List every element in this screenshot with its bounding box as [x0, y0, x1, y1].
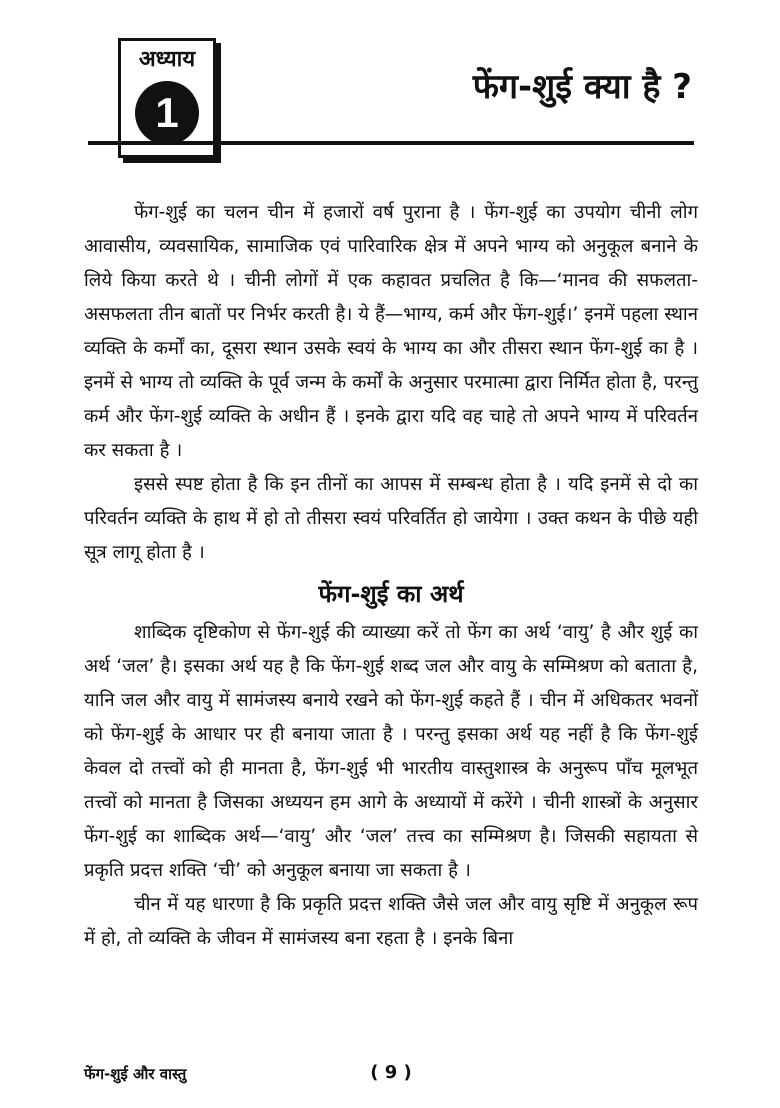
- section-heading: फेंग-शुई का अर्थ: [318, 580, 464, 608]
- paragraph: चीन में यह धारणा है कि प्रकृति प्रदत्त शक्ति जैसे जल और वायु सृष्टि में अनुकूल रूप में हो, तो व्यक्ति के जीवन में सामंजस्य बना रहता है । इनके बिना: [84, 894, 698, 949]
- chapter-badge: [118, 38, 216, 158]
- chapter-title: फेंग-शुई क्या है ?: [472, 67, 692, 107]
- chapter-number: 1: [135, 81, 199, 145]
- paragraph: शाब्दिक दृष्टिकोण से फेंग-शुई की व्याख्या करें तो फेंग का अर्थ ‘वायु’ है और शुई का अर्थ ‘जल’ है। इसका अर्थ यह है कि फेंग-शुई शब्द जल और वायु के सम्मिश्रण को बताता है, यानि जल और वायु में सामंजस्य बनाये रखने को फेंग-शुई कहते हैं । चीन में अधिकतर भवनों को फेंग-शुई के आधार पर ही बनाया जाता है । परन्तु इसका अर्थ यह नहीं है कि फेंग-शुई केवल दो तत्त्वों को ही मानता है, फेंग-शुई भी भारतीय वास्तुशास्त्र के अनुरूप पाँच मूलभूत तत्त्वों को मानता है जिसका अध्ययन हम आगे के अध्यायों में करेंगे । चीनी शास्त्रों के अनुसार फेंग-शुई का शाब्दिक अर्थ—‘वायु’ और ‘जल’ तत्त्व का सम्मिश्रण है। जिसकी सहायता से प्रकृति प्रदत्त शक्ति ‘ची’ को अनुकूल बनाया जा सकता है ।: [84, 622, 698, 881]
- page-content: [84, 196, 698, 956]
- paragraph: फेंग-शुई का चलन चीन में हजारों वर्ष पुराना है । फेंग-शुई का उपयोग चीनी लोग आवासीय, व्यवसायिक, सामाजिक एवं पारिवारिक क्षेत्र में अपने भाग्य को अनुकूल बनाने के लिये किया करते थे । चीनी लोगों में एक कहावत प्रचलित है कि—‘मानव की सफलता-असफलता तीन बातों पर निर्भर करती है। ये हैं—भाग्य, कर्म और फेंग-शुई।’ इनमें पहला स्थान व्यक्ति के कर्मों का, दूसरा स्थान उसके स्वयं के भाग्य का और तीसरा स्थान फेंग-शुई का है । इनमें से भाग्य तो व्यक्ति के पूर्व जन्म के कर्मों के अनुसार परमात्मा द्वारा निर्मित होता है, परन्तु कर्म और फेंग-शुई व्यक्ति के अधीन हैं । इनके द्वारा यदि वह चाहे तो अपने भाग्य में परिवर्तन कर सकता है ।: [84, 202, 698, 461]
- chapter-label: अध्याय: [138, 47, 196, 72]
- page-number: ( 9 ): [370, 1062, 412, 1083]
- footer-book-title: फेंग-शुई और वास्तु: [84, 1065, 187, 1083]
- header-rule: [88, 141, 694, 145]
- paragraph: इससे स्पष्ट होता है कि इन तीनों का आपस में सम्बन्ध होता है । यदि इनमें से दो का परिवर्तन व्यक्ति के हाथ में हो तो तीसरा स्वयं परिवर्तित हो जायेगा । उक्त कथन के पीछे यही सूत्र लागू होता है ।: [84, 474, 698, 563]
